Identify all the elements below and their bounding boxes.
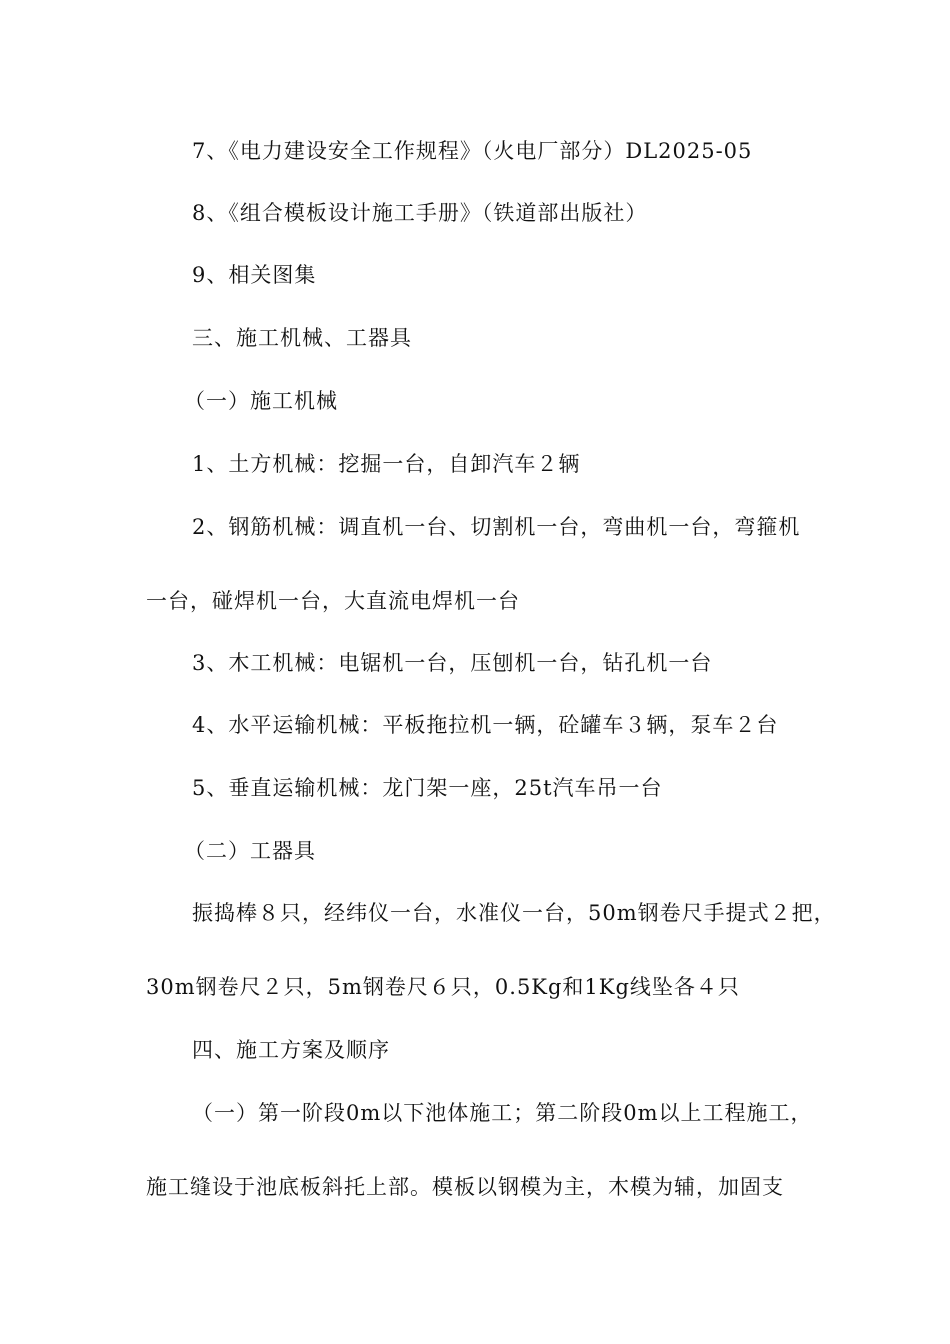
text-line-plan-1: （一）第一阶段0m以下池体施工；第二阶段0m以上工程施工， (192, 1101, 813, 1125)
text-line-earthwork: 1、土方机械：挖掘一台，自卸汽车２辆 (192, 452, 581, 476)
text-line-vertical-transport: 5、垂直运输机械：龙门架一座，25t汽车吊一台 (192, 776, 663, 800)
text-line-plan-2: 施工缝设于池底板斜托上部。模板以钢模为主，木模为辅，加固支 (146, 1175, 784, 1199)
text-line-rebar-2: 一台，碰焊机一台，大直流电焊机一台 (146, 589, 520, 613)
text-line-ref-7: 7、《电力建设安全工作规程》（火电厂部分）DL2025-05 (192, 139, 753, 163)
text-line-tools-2: 30m钢卷尺２只，5m钢卷尺６只，0.5Kg和1Kg线坠各４只 (146, 975, 740, 999)
subsection-heading-machinery: （一）施工机械 (184, 389, 338, 413)
text-line-tools-1: 振捣棒８只，经纬仪一台，水准仪一台，50m钢卷尺手提式２把， (192, 901, 836, 925)
text-line-woodwork: 3、木工机械：电锯机一台，压刨机一台，钻孔机一台 (192, 651, 713, 675)
section-heading-plan: 四、施工方案及顺序 (192, 1038, 390, 1062)
text-line-rebar-1: 2、钢筋机械：调直机一台、切割机一台，弯曲机一台，弯箍机 (192, 515, 801, 539)
text-line-ref-9: 9、相关图集 (192, 263, 317, 287)
section-heading-machinery: 三、施工机械、工器具 (192, 326, 412, 350)
subsection-heading-tools: （二）工器具 (184, 839, 316, 863)
text-line-ref-8: 8、《组合模板设计施工手册》（铁道部出版社） (192, 201, 648, 225)
text-line-horizontal-transport: 4、水平运输机械：平板拖拉机一辆，砼罐车３辆，泵车２台 (192, 713, 779, 737)
